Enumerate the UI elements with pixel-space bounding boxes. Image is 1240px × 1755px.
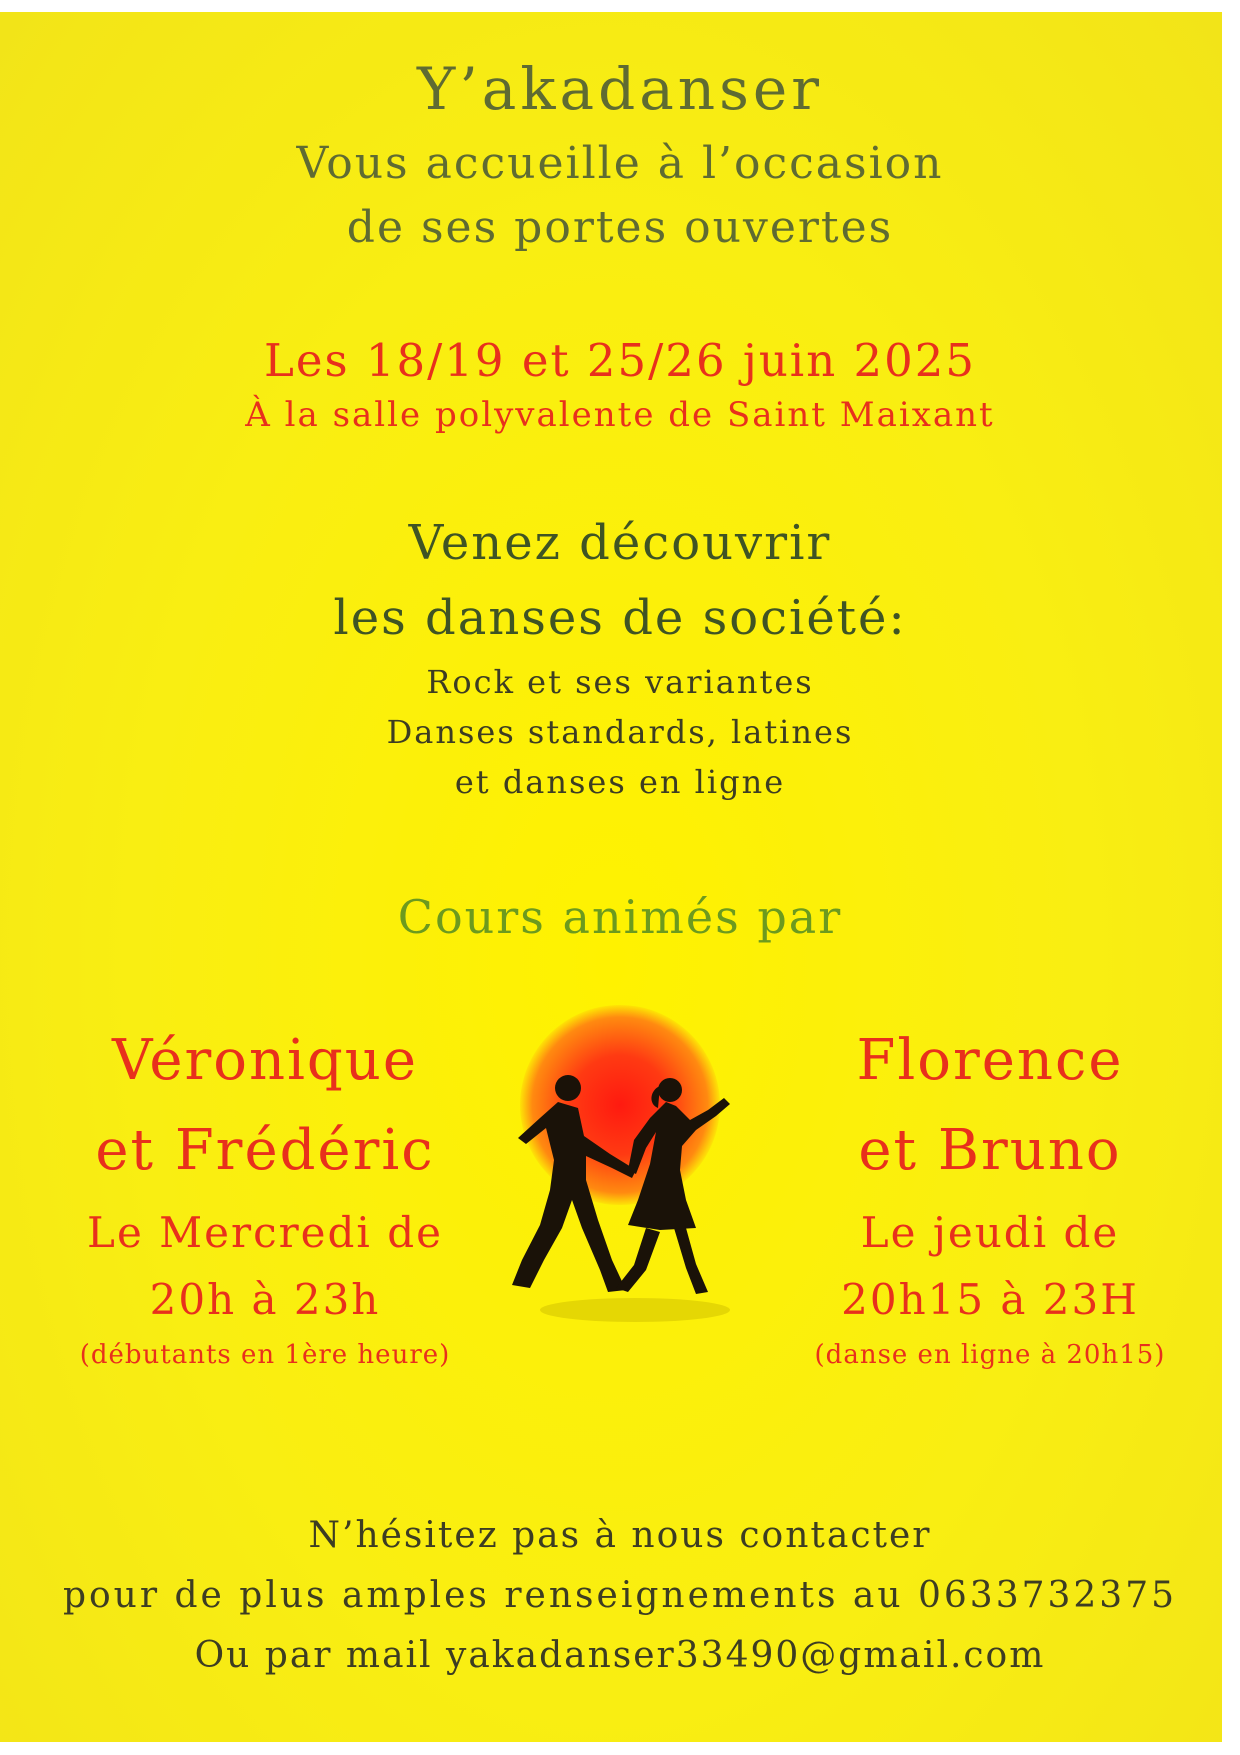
left-course-note: (débutants en 1ère heure) <box>79 1340 451 1370</box>
dance-item: Rock et ses variantes <box>426 663 814 701</box>
flyer-sheet <box>0 12 1222 1742</box>
right-teachers-line-2: et Bruno <box>858 1118 1122 1183</box>
dancing-couple-icon <box>500 1060 770 1330</box>
subtitle-line-2: de ses portes ouvertes <box>346 202 894 253</box>
right-course-day: Le jeudi de <box>860 1208 1120 1257</box>
left-course-time: 20h à 23h <box>149 1275 381 1324</box>
courses-intro: Cours animés par <box>397 890 843 944</box>
dance-item: Danses standards, latines <box>386 713 854 751</box>
club-title: Y’akadanser <box>417 55 823 123</box>
right-course-time: 20h15 à 23H <box>841 1275 1139 1324</box>
event-venue: À la salle polyvalente de Saint Maixant <box>245 395 995 435</box>
right-teachers-line-1: Florence <box>856 1028 1124 1093</box>
subtitle-line-1: Vous accueille à l’occasion <box>296 138 944 189</box>
event-dates: Les 18/19 et 25/26 juin 2025 <box>263 334 977 387</box>
dance-item: et danses en ligne <box>454 763 786 801</box>
left-course-day: Le Mercredi de <box>87 1208 443 1257</box>
discover-heading-1: Venez découvrir <box>408 515 832 571</box>
contact-line-2: pour de plus amples renseignements au 0633732375 <box>62 1575 1178 1616</box>
right-course-note: (danse en ligne à 20h15) <box>814 1340 1166 1370</box>
contact-line-1: N’hésitez pas à nous contacter <box>308 1515 932 1556</box>
left-teachers-line-2: et Frédéric <box>95 1118 435 1183</box>
discover-heading-2: les danses de société: <box>333 590 907 646</box>
contact-line-3: Ou par mail yakadanser33490@gmail.com <box>194 1635 1046 1676</box>
left-teachers-line-1: Véronique <box>112 1028 418 1093</box>
